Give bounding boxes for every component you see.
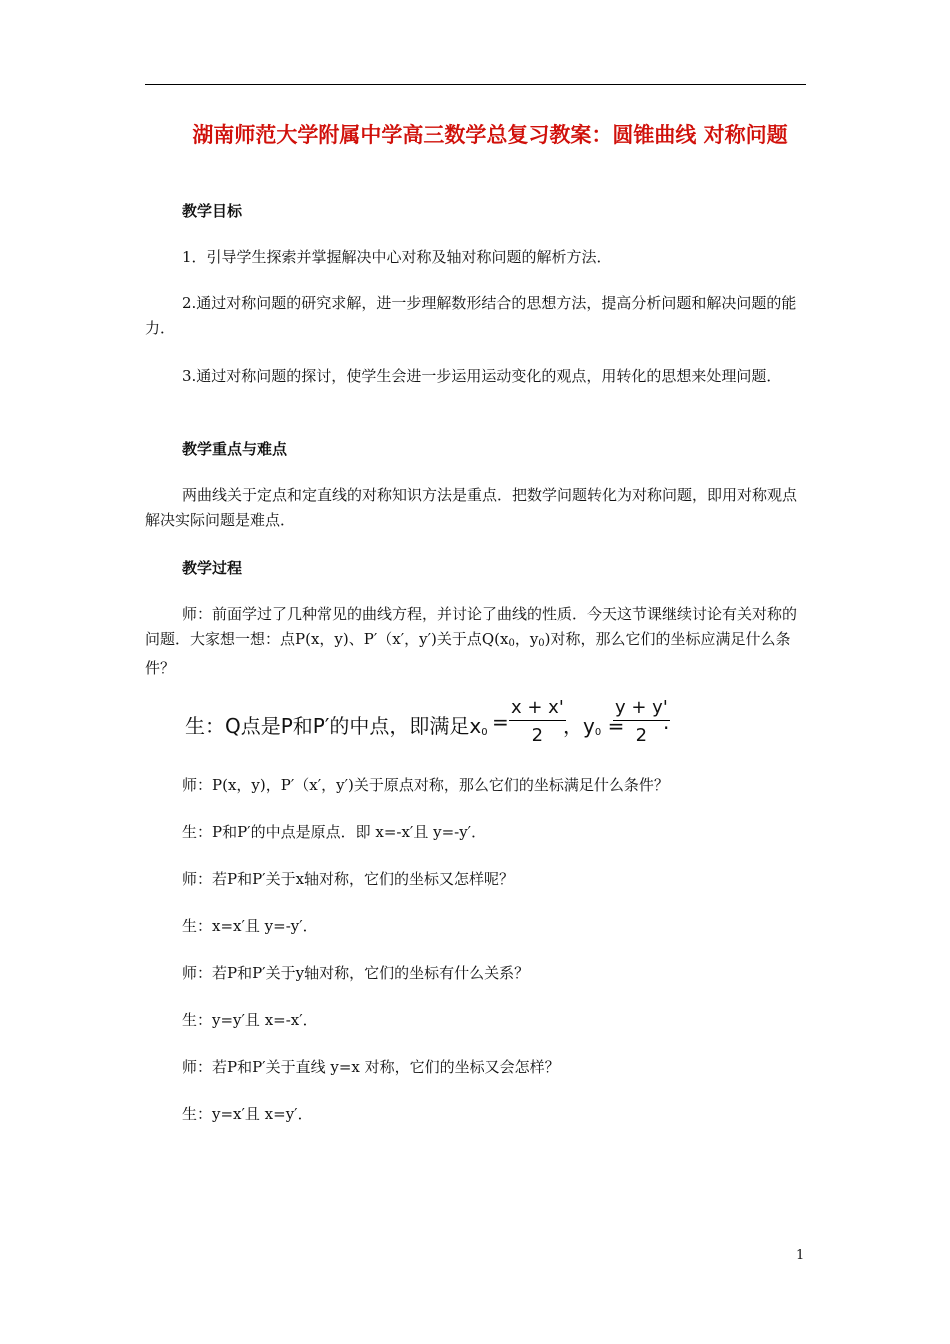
- subscript-zero: 0: [508, 638, 515, 649]
- page-title: 湖南师范大学附属中学高三数学总复习教案：圆锥曲线 对称问题: [192, 123, 788, 147]
- formula-equals: =: [492, 710, 509, 734]
- section-heading-process: 教学过程: [182, 559, 243, 577]
- dialogue-line: 师：P(x，y)，P′（x′，y′)关于原点对称，那么它们的坐标满足什么条件？: [182, 776, 669, 794]
- key-points-text: 两曲线关于定点和定直线的对称知识方法是重点．把数学问题转化为对称问题，即用对称观点解决实际问题是难点．: [145, 486, 798, 529]
- dialogue-line: 生：y=y′且 x=-x′．: [182, 1011, 318, 1029]
- section-heading-goals: 教学目标: [182, 202, 243, 220]
- header-rule: [145, 84, 806, 85]
- goal-2: 2.通过对称问题的研究求解，进一步理解数形结合的思想方法，提高分析问题和解决问题的能力．: [145, 294, 797, 337]
- goal-3: 3.通过对称问题的探讨，使学生会进一步运用运动变化的观点，用转化的思想来处理问题．: [182, 367, 782, 385]
- formula-mid: ，$y_0$ =: [563, 714, 625, 738]
- dialogue-line: 师：若P和P′关于x轴对称，它们的坐标又怎样呢？: [182, 870, 515, 888]
- dialogue-line: 师：若P和P′关于y轴对称，它们的坐标有什么关系？: [182, 964, 530, 982]
- intro-part-b: ，y: [514, 630, 539, 648]
- section-heading-key-points: 教学重点与难点: [182, 440, 288, 458]
- formula-prefix: 生：Q点是P和P′的中点，即满足$x_0$: [185, 714, 488, 738]
- page-number: 1: [796, 1248, 805, 1263]
- subscript-zero: 0: [538, 638, 545, 649]
- teacher-intro: [145, 602, 806, 681]
- fraction-x: $\frac{x + x'}{2}$: [511, 697, 564, 746]
- intro-part-c: )对称，那么它们的坐标应满足什么条件？: [145, 630, 791, 677]
- dialogue-line: 师：若P和P′关于直线 y=x 对称，它们的坐标又会怎样？: [182, 1058, 560, 1076]
- intro-part-a: 师：前面学过了几种常见的曲线方程，并讨论了曲线的性质．今天这节课继续讨论有关对称的问题．大家想一想：点P(x，y)、P′（x′，y′)关于点Q(x: [145, 605, 798, 648]
- formula-end: .: [663, 710, 670, 734]
- dialogue-line: 生：x=x′且 y=-y′．: [182, 917, 318, 935]
- fraction-y: $\frac{y + y'}{2}$: [615, 697, 668, 746]
- dialogue-line: 生：P和P′的中点是原点．即 x=-x′且 y=-y′．: [182, 823, 487, 841]
- goal-1: 1．引导学生探索并掌握解决中心对称及轴对称问题的解析方法．: [182, 248, 612, 266]
- dialogue-line: 生：y=x′且 x=y′．: [182, 1105, 313, 1123]
